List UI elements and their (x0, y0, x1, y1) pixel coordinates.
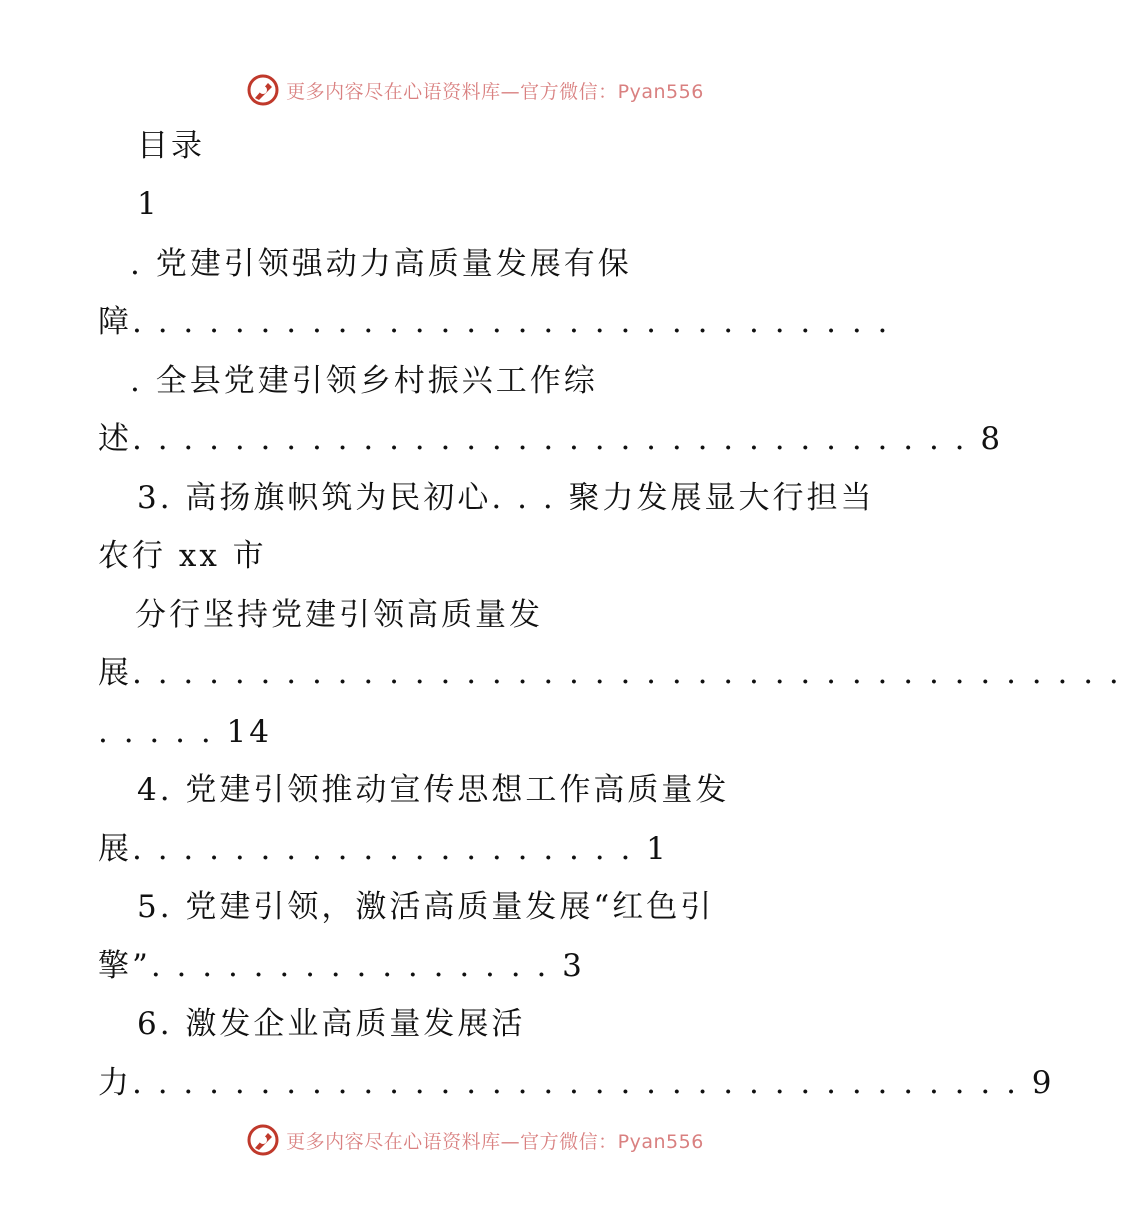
toc-line: 力. . . . . . . . . . . . . . . . . . . . . . . . . . . . . . . . . . . 9 (98, 1065, 1055, 1101)
toc-line: 障. . . . . . . . . . . . . . . . . . . . . . . . . . . . . . (98, 304, 891, 340)
toc-line: 展. . . . . . . . . . . . . . . . . . . . . . . . . . . . . . . . . . . . . . . (98, 655, 1122, 691)
toc-title: 目录 (137, 128, 205, 164)
toc-line: 述. . . . . . . . . . . . . . . . . . . . . . . . . . . . . . . . . 8 (98, 421, 1004, 457)
toc-line: . 全县党建引领乡村振兴工作综 (130, 363, 598, 399)
footer-watermark (0, 1120, 950, 1160)
toc-line: 展. . . . . . . . . . . . . . . . . . . . 1 (98, 831, 669, 867)
header-watermark (0, 70, 950, 110)
pen-logo-icon (246, 1123, 280, 1157)
pen-logo-icon (246, 73, 280, 107)
watermark-text: 更多内容尽在心语资料库—官方微信：Pyan556 (286, 80, 704, 103)
toc-line: . 党建引领强动力高质量发展有保 (130, 246, 632, 282)
toc-line: 5. 党建引领，激活高质量发展“红色引 (137, 889, 715, 925)
toc-line: 农行 xx 市 (98, 538, 267, 574)
toc-line: 1 (137, 186, 160, 222)
toc-line: . . . . . 14 (98, 714, 272, 750)
toc-line: 分行坚持党建引领高质量发 (135, 597, 543, 633)
toc-line: 擎”. . . . . . . . . . . . . . . . 3 (98, 948, 585, 984)
toc-line: 6. 激发企业高质量发展活 (137, 1006, 526, 1042)
toc-line: 4. 党建引领推动宣传思想工作高质量发 (137, 772, 730, 808)
watermark-text: 更多内容尽在心语资料库—官方微信：Pyan556 (286, 1130, 704, 1153)
toc-line: 3. 高扬旗帜筑为民初心. . . 聚力发展显大行担当 (137, 480, 875, 516)
